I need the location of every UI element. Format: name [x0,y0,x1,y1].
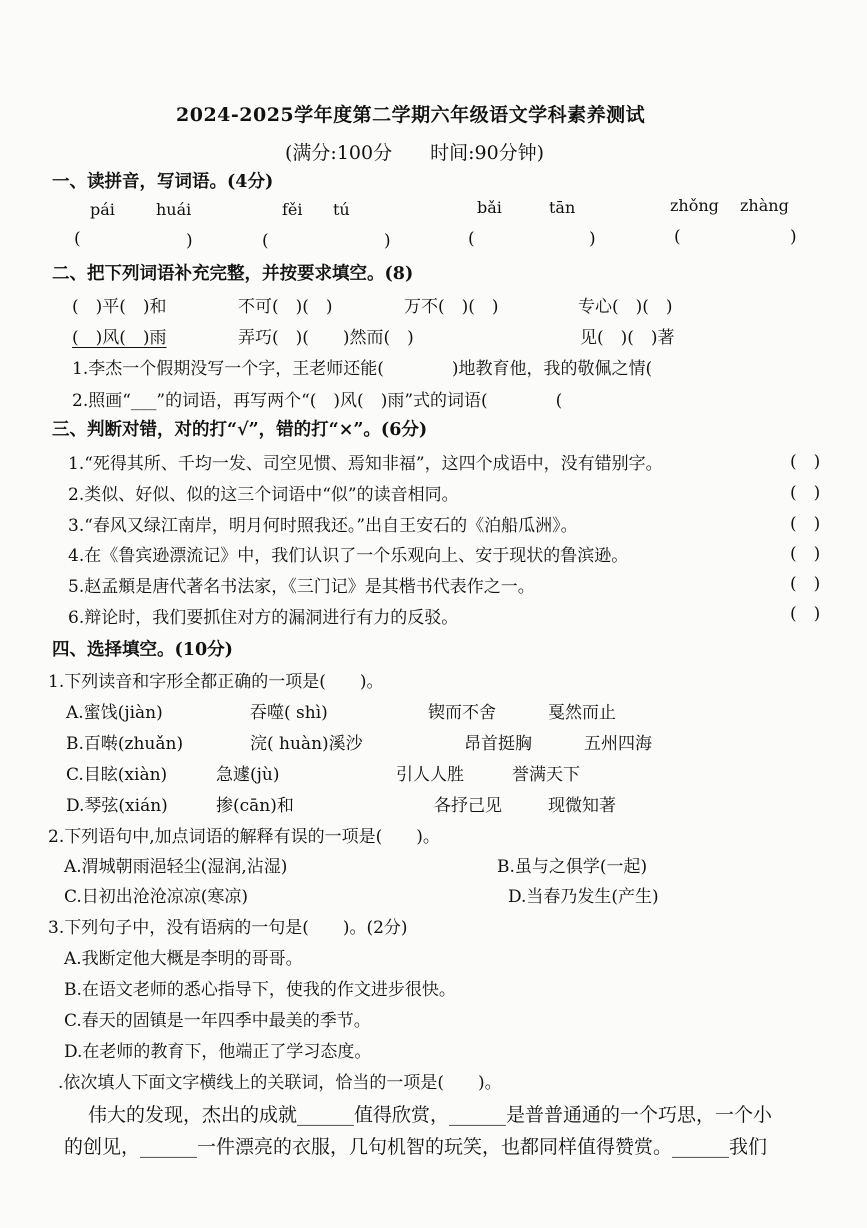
q1-option-b-4: 五州四海 [584,734,652,754]
judge-answer-box-1[interactable]: ( ) [790,452,821,472]
judge-item-4: 4.在《鲁宾逊漂流记》中，我们认识了一个乐观向上、安于现状的鲁滨逊。 [68,546,629,566]
pinyin-4a: zhǒng [670,196,719,215]
choice-q3-stem: 3.下列句子中，没有语病的一句是( )。(2分) [48,918,408,938]
answer-paren-open-4[interactable]: ( [674,227,681,247]
judge-item-6: 6.辩论时，我们要抓住对方的漏洞进行有力的反驳。 [68,608,459,628]
judge-answer-box-3[interactable]: ( ) [790,514,821,534]
judge-answer-box-6[interactable]: ( ) [790,604,821,624]
pinyin-2a: fěi [282,200,303,219]
pinyin-2b: tú [333,200,350,219]
answer-paren-open-2[interactable]: ( [262,231,269,251]
answer-paren-open-3[interactable]: ( [468,229,475,249]
judge-answer-box-4[interactable]: ( ) [790,544,821,564]
judge-answer-box-5[interactable]: ( ) [790,574,821,594]
idiom-blank-2[interactable]: 不可( )( ) [238,297,333,317]
idiom-blank-5[interactable]: ( )风( )雨 [72,328,167,348]
pinyin-3b: tān [549,198,576,217]
q1-option-d-4: 现微知著 [548,796,616,816]
answer-paren-close-1: ) [186,231,193,251]
section-2-heading: 二、把下列词语补充完整，并按要求填空。(8) [52,264,414,284]
q2-option-d[interactable]: D.当春乃发生(产生) [508,887,659,907]
q1-option-c-4: 誉满天下 [512,765,580,785]
q1-option-c-3: 引人人胜 [396,765,464,785]
q4-passage-line-1: 伟大的发现，杰出的成就______值得欣赏，______是普普通通的一个巧思，一个小 [88,1104,773,1126]
choice-q1-stem: 1.下列读音和字形全都正确的一项是( )。 [48,672,384,692]
section-3-heading: 三、判断对错，对的打“√”，错的打“×”。(6分) [52,420,428,440]
q3-option-d[interactable]: D.在老师的教育下，他端正了学习态度。 [64,1042,372,1062]
q2-option-b[interactable]: B.虽与之俱学(一起) [497,857,648,877]
judge-item-1: 1.“死得其所、千均一发、司空见惯、焉知非福”，这四个成语中，没有错别字。 [68,454,663,474]
pinyin-4b: zhàng [740,196,789,215]
answer-paren-close-3: ) [589,229,596,249]
judge-item-5: 5.赵孟頫是唐代著名书法家，《三门记》是其楷书代表作之一。 [68,577,535,597]
idiom-blank-1[interactable]: ( )平( )和 [72,297,167,317]
q1-option-a-2: 吞噬( shì) [250,703,328,723]
section-1-heading: 一、读拼音，写词语。(4分) [52,172,274,192]
answer-paren-close-2: ) [384,231,391,251]
idiom-blank-4[interactable]: 专心( )( ) [578,297,673,317]
judge-answer-box-2[interactable]: ( ) [790,483,821,503]
q1-option-b-1[interactable]: B.百啭(zhuǎn) [66,734,184,754]
q1-option-b-3: 昂首挺胸 [464,734,532,754]
q2-option-a[interactable]: A.渭城朝雨浥轻尘(湿润,沾湿) [64,857,288,877]
section-2-q1: 1.李杰一个假期没写一个字，王老师还能( )地教育他，我的敬佩之情( [72,359,653,379]
choice-q2-stem: 2.下列语句中,加点词语的解释有误的一项是( )。 [48,827,440,847]
q1-option-a-3: 锲而不舍 [428,703,496,723]
page-title: 2024-2025学年度第二学期六年级语文学科素养测试 [176,104,646,126]
idiom-blank-6[interactable]: 弄巧( )( )然而( ) [238,328,414,348]
page-subtitle: (满分:100分 时间:90分钟) [285,142,545,164]
q3-option-b[interactable]: B.在语文老师的悉心指导下，使我的作文进步很快。 [64,980,456,1000]
q1-option-c-2: 急遽(jù) [216,765,280,785]
section-2-q2: 2.照画“___”的词语，再写两个“( )风( )雨”式的词语( ( [72,391,563,411]
idiom-blank-3[interactable]: 万不( )( ) [404,297,499,317]
answer-paren-close-4: ) [790,227,797,247]
q1-option-a-1[interactable]: A.蜜饯(jiàn) [66,703,163,723]
q3-option-a[interactable]: A.我断定他大概是李明的哥哥。 [64,949,303,969]
idiom-blank-7[interactable]: 见( )( )著 [580,328,675,348]
section-4-heading: 四、选择填空。(10分) [52,640,233,660]
q2-option-c[interactable]: C.日初出沧沧凉凉(寒凉) [64,887,249,907]
pinyin-1a: pái [90,200,115,219]
pinyin-1b: huái [156,200,192,219]
q4-passage-line-2: 的创见，______一件漂亮的衣服，几句机智的玩笑，也都同样值得赞赏。______我们 [64,1136,768,1158]
q1-option-d-3: 各抒己见 [434,796,502,816]
judge-item-2: 2.类似、好似、似的这三个词语中“似”的读音相同。 [68,485,459,505]
judge-item-3: 3.“春风又绿江南岸，明月何时照我还。”出自王安石的《泊船瓜洲》。 [68,516,578,536]
q1-option-b-2: 浣( huàn)溪沙 [250,734,363,754]
choice-q4-stem: .依次填人下面文字横线上的关联词，恰当的一项是( )。 [58,1073,502,1093]
answer-paren-open-1[interactable]: ( [74,229,81,249]
q1-option-a-4: 戛然而止 [548,703,616,723]
q3-option-c[interactable]: C.春天的固镇是一年四季中最美的季节。 [64,1011,371,1031]
q1-option-d-2: 掺(cān)和 [216,796,294,816]
q1-option-d-1[interactable]: D.琴弦(xián) [66,796,168,816]
q1-option-c-1[interactable]: C.目眩(xiàn) [66,765,168,785]
pinyin-3a: bǎi [477,198,502,217]
